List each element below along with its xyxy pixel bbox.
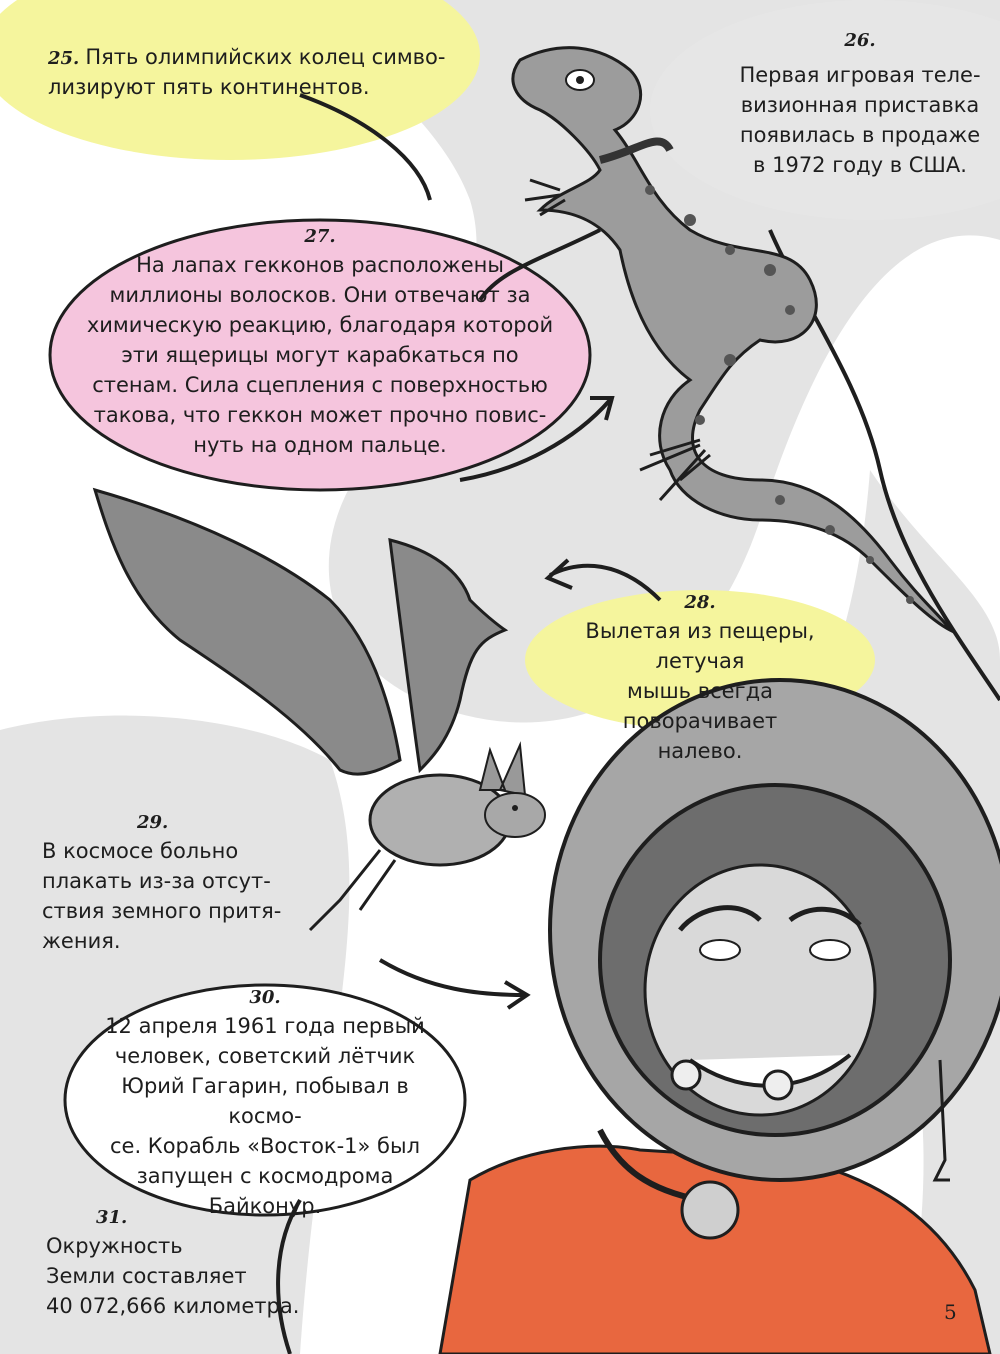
fact-29	[42, 810, 302, 956]
fact-26	[735, 28, 985, 180]
fact-25-text: Пять олимпийских колец симво- лизируют пять континентов.	[48, 45, 446, 99]
fact-26-number: 26.	[844, 30, 876, 51]
fact-30-text: 12 апреля 1961 года первый человек, советский лётчик Юрий Гагарин, побывал в космо- се. Корабль «Восток-1» был запущен с космодрома Байконур.	[105, 1014, 425, 1218]
fact-30	[85, 985, 445, 1221]
fact-25-number: 25.	[48, 48, 80, 69]
fact-31-text: Окружность Земли составляет 40 072,666 километра.	[46, 1234, 300, 1318]
fact-28	[550, 590, 850, 766]
fact-27	[80, 224, 560, 460]
fact-31-number: 31.	[96, 1207, 128, 1228]
fact-27-number: 27.	[304, 226, 336, 247]
page-number: 5	[944, 1300, 957, 1324]
fact-31	[46, 1205, 306, 1321]
fact-30-number: 30.	[249, 987, 281, 1008]
fact-26-text: Первая игровая теле- визионная приставка появилась в продаже в 1972 году в США.	[739, 63, 981, 177]
fact-29-text: В космосе больно плакать из-за отсут- ствия земного притя- жения.	[42, 839, 282, 953]
fact-28-text: Вылетая из пещеры, летучая мышь всегда поворачивает налево.	[585, 619, 815, 763]
fact-27-text: На лапах гекконов расположены миллионы волосков. Они отвечают за химическую реакцию, благодаря которой эти ящерицы могут карабкаться по стенам. Сила сцепления с поверхностью такова, что геккон может прочно повис- нуть на одном пальце.	[86, 253, 554, 457]
orange-suit	[440, 1146, 990, 1354]
fact-25	[48, 42, 468, 102]
fact-28-number: 28.	[684, 592, 716, 613]
fact-29-number: 29.	[137, 812, 169, 833]
